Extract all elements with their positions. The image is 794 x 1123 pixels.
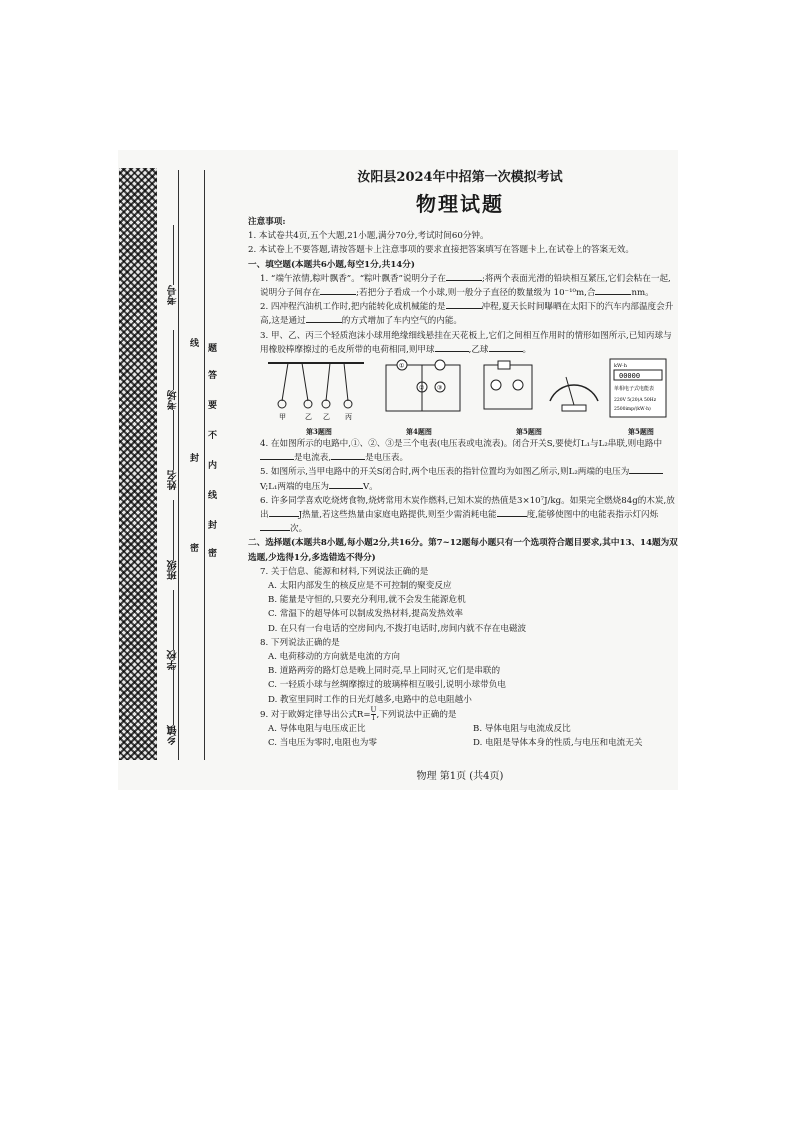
section-1-heading: 一、填空题(本题共6小题,每空1分,共14分) <box>248 259 415 270</box>
meter-label: ① <box>399 362 405 370</box>
meter-unit: kW·h <box>614 363 627 370</box>
seal-char: 线 <box>208 491 218 501</box>
option: D. 在只有一台电话的空房间内,不拨打电话时,房间内就不存在电磁波 <box>268 623 527 634</box>
ball-label: 甲 <box>279 413 286 422</box>
question-8-stem: 8. 下列说法正确的是 <box>260 637 340 648</box>
option: C. 一轻质小球与丝绸摩擦过的玻璃棒相互吸引,说明小球带负电 <box>268 680 506 691</box>
ball-label: 乙 <box>305 413 312 422</box>
figures-row <box>248 357 678 437</box>
figure-4-circuit <box>378 357 468 423</box>
notes-heading: 注意事项: <box>248 217 286 227</box>
option: B. 能量是守恒的,只要充分利用,就不会发生能源危机 <box>268 595 466 606</box>
options-row <box>248 722 678 736</box>
seal-char: 封 <box>208 521 218 531</box>
field-exam-number: 考号 <box>166 225 181 305</box>
option: C. 当电压为零时,电阻也为零 <box>268 738 377 749</box>
section-2-heading: 二、选择题(本题共8小题,每小题2分,共16分。第7~12题每小题只有一个选项符合题目要求,其中13、14题为双选题,少选得1分,多选错选不得分) <box>248 538 678 563</box>
meter-label: ② <box>419 384 425 392</box>
figure-caption: 第3题图 <box>306 427 332 437</box>
meter-label: ③ <box>437 384 443 392</box>
options-row <box>248 736 678 750</box>
ball-label: 乙 <box>323 413 330 422</box>
figure-3-hanging-balls <box>266 357 366 423</box>
option: A. 导体电阻与电压成正比 <box>268 724 366 735</box>
meter-constant: 2500imp/(kW·h) <box>614 407 651 413</box>
option: D. 电阻是导体本身的性质,与电压和电流无关 <box>473 738 643 749</box>
seal-line-word: 线 <box>190 339 200 349</box>
option: A. 太阳内部发生的核反应是不可控制的聚变反应 <box>268 581 452 592</box>
seal-line-word: 密 <box>190 544 200 554</box>
option: C. 常温下的超导体可以制成发热材料,提高发热效率 <box>268 609 463 620</box>
seal-char: 密 <box>208 549 218 559</box>
page-footer: 物理 第1页 (共4页) <box>416 771 504 782</box>
figure-electric-meter <box>608 357 670 423</box>
question-3: 3. 甲、乙、丙三个轻质泡沫小球用绝缘细线悬挂在天花板上,它们之间相互作用时的情形如图所示,已知丙球与用橡胶棒摩擦过的毛皮所带的电荷相同,则甲球 ,乙球 。 <box>260 330 672 355</box>
seal-char: 要 <box>208 401 218 411</box>
question-5: 5. 如图所示,当甲电路中的开关S闭合时,两个电压表的指针位置均为如图乙所示,则L₂两端的电压为V;L₁两端的电压为 V。 <box>248 465 678 493</box>
figure-5-voltmeter-dial <box>544 357 604 423</box>
figure-caption: 第5题图 <box>516 427 542 437</box>
margin-line-2 <box>204 170 205 760</box>
figure-caption: 第4题图 <box>406 427 432 437</box>
seal-char: 内 <box>208 461 218 471</box>
exam-body <box>248 215 678 751</box>
field-school: 学校 <box>166 590 181 670</box>
seal-char: 不 <box>208 431 218 441</box>
option: A. 电荷移动的方向就是电流的方向 <box>268 652 400 663</box>
seal-char: 答 <box>208 371 218 381</box>
meter-reading: 00000 <box>619 372 641 381</box>
question-6: 6. 许多同学喜欢吃烧烤食物,烧烤常用木炭作燃料,已知木炭的热值是3×10⁷J/kg。如果完全燃烧84g的木炭,放出 J热量,若这些热量由家庭电路提供,则至少需消耗电能 度,能够使图中的电能表指示灯闪烁次。 <box>260 495 675 535</box>
question-9-stem: 9. 对于欧姆定律导出公式R= $\frac{U}{I}$ ,下列说法中正确的是 <box>260 705 457 722</box>
question-2: 2. 四冲程汽油机工作时,把内能转化成机械能的是 冲程,夏天长时间曝晒在太阳下的汽车内部温度会升高,这是通过 的方式增加了车内空气的内能。 <box>260 302 674 327</box>
note-item: 2. 本试卷上不要答题,请按答题卡上注意事项的要求直接把答案填写在答题卡上,在试卷上的答案无效。 <box>248 245 634 256</box>
ball-label: 丙 <box>345 413 352 422</box>
question-4: 4. 在如图所示的电路中,①、②、③是三个电表(电压表或电流表)。闭合开关S,要使灯L₁与L₂串联,则电路中是电流表, 是电压表。 <box>260 439 663 464</box>
note-item: 1. 本试卷共4页,五个大题,21小题,满分70分,考试时间60分钟。 <box>248 231 489 242</box>
figure-5-circuit <box>478 357 538 423</box>
seal-char: 题 <box>208 344 218 354</box>
option: B. 道路两旁的路灯总是晚上同时亮,早上同时灭,它们是串联的 <box>268 666 501 677</box>
meter-name: 单相电子式电能表 <box>614 386 655 393</box>
field-town: 乡镇 <box>166 665 181 745</box>
meter-spec: 220V 5(20)A 50Hz <box>614 398 657 404</box>
seal-line-word: 封 <box>190 454 200 464</box>
field-class: 班级 <box>166 500 181 580</box>
subject-title: 物理试题 <box>416 192 504 216</box>
option: D. 教室里同时工作的日光灯越多,电路中的总电阻越小 <box>268 694 472 705</box>
question-1: 1. “端午浓情,粽叶飘香”。“粽叶飘香”说明分子在 ;将两个表面光滑的铅块相互紧压,它们会粘在一起,说明分子间存在 ;若把分子看成一个小球,则一般分子直径的数量级为 10⁻¹⁰m,合 nm。 <box>260 273 671 299</box>
field-exam-room: 考场 <box>166 330 181 410</box>
field-name: 姓名 <box>166 410 181 490</box>
option: B. 导体电阻与电流成反比 <box>473 724 571 735</box>
question-7-stem: 7. 关于信息、能源和材料,下列说法正确的是 <box>260 566 429 577</box>
binding-margin-hatch <box>119 168 157 760</box>
figure-caption: 第5题图 <box>628 427 654 437</box>
exam-title: 汝阳县2024年中招第一次模拟考试 <box>357 170 563 185</box>
